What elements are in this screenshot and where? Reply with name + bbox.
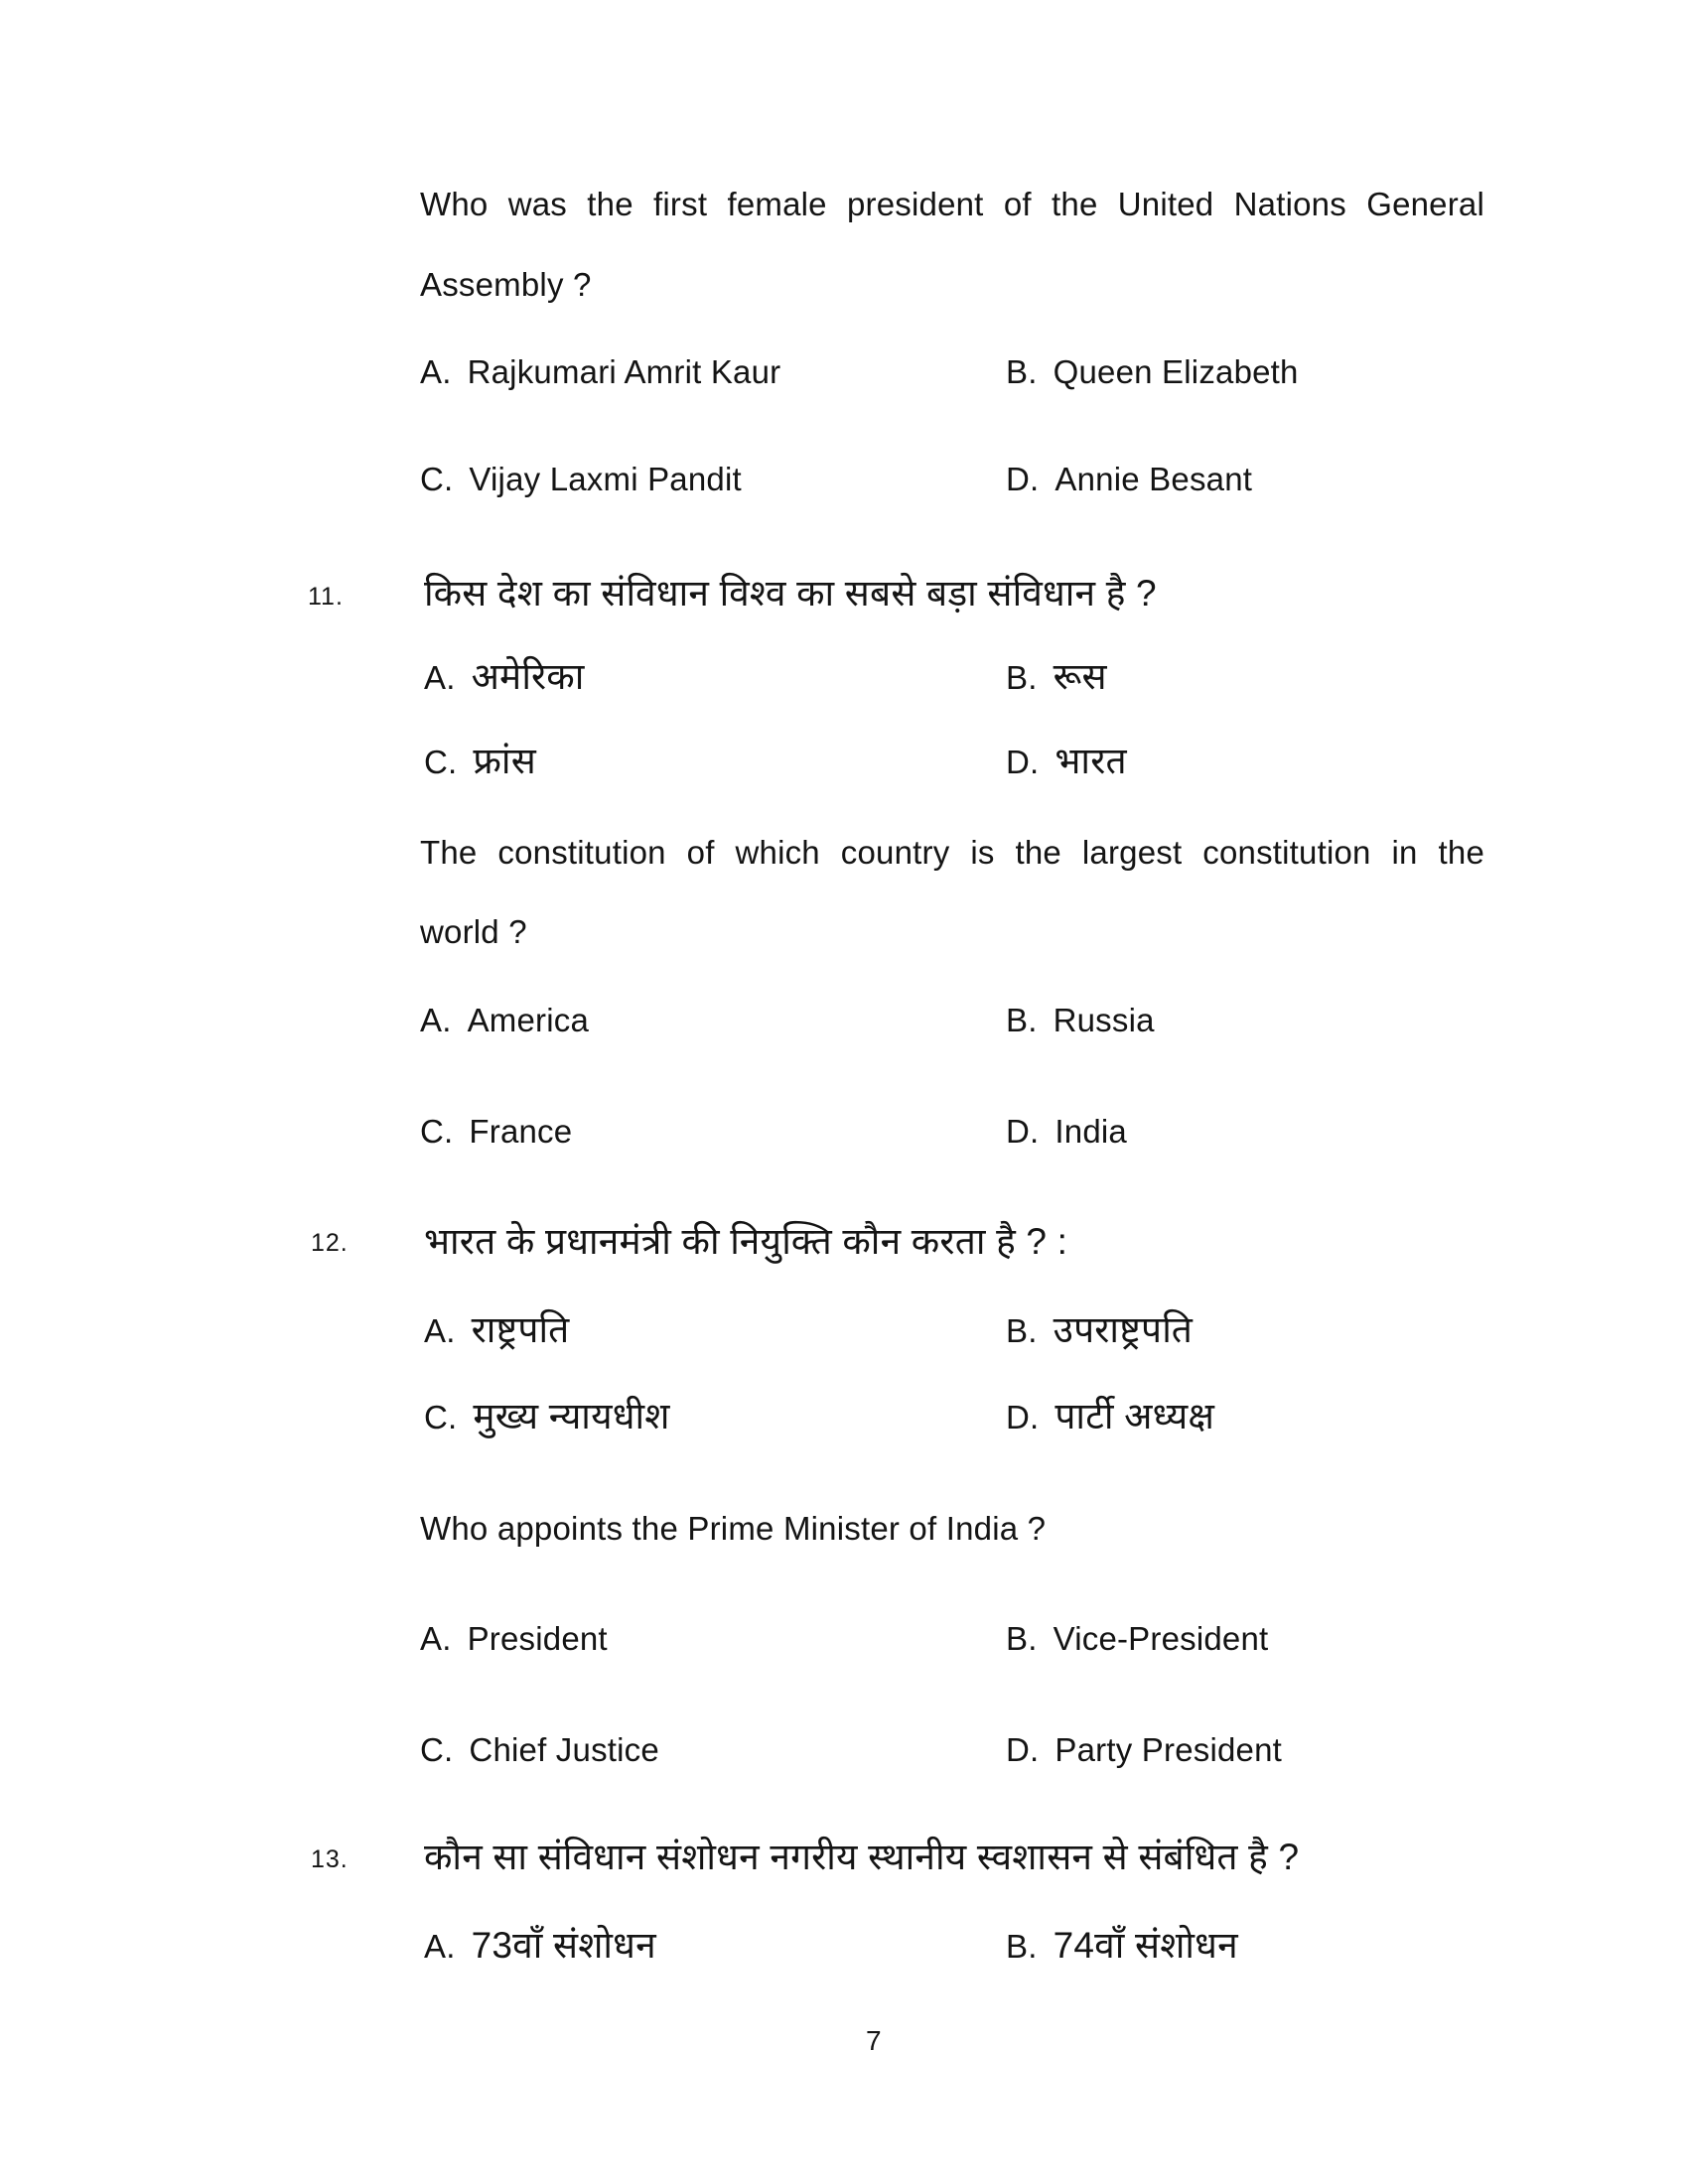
option-label: C. [420, 1113, 454, 1150]
option-label: B. [1006, 1312, 1038, 1349]
option-label: A. [424, 659, 456, 696]
question-line: Assembly ? [420, 266, 592, 303]
option-c [424, 1396, 670, 1438]
question-line: Who was the first female president of the United Nations General [420, 186, 1484, 222]
option-c [420, 1731, 659, 1769]
option-a [424, 1925, 656, 1968]
option-c [424, 741, 536, 783]
question-line: भारत के प्रधानमंत्री की नियुक्ति कौन करता है ? : [424, 1221, 1068, 1262]
option-d [1006, 1113, 1127, 1151]
option-text: Vice-President [1053, 1620, 1269, 1657]
option-label: D. [1006, 1399, 1040, 1435]
option-d [1006, 1731, 1282, 1769]
option-a [424, 1309, 569, 1352]
option-label: B. [1006, 1002, 1038, 1038]
option-label: A. [424, 1312, 456, 1349]
option-label: C. [424, 1399, 458, 1435]
option-text: Russia [1053, 1002, 1155, 1038]
option-label: D. [1006, 461, 1040, 497]
question-number: 12. [311, 1229, 349, 1257]
option-text: फ्रांस [473, 741, 536, 781]
option-a [420, 1620, 608, 1658]
option-label: B. [1006, 353, 1038, 390]
option-c [420, 1113, 572, 1151]
option-label: C. [420, 461, 454, 497]
question-number: 13. [311, 1845, 349, 1873]
option-d [1006, 1396, 1214, 1438]
question-line: world ? [420, 913, 527, 950]
option-label: B. [1006, 1928, 1038, 1965]
page-number: 7 [866, 2025, 882, 2056]
option-text: रूस [1053, 656, 1107, 697]
option-a [420, 353, 780, 391]
option-label: C. [420, 1731, 454, 1768]
option-label: B. [1006, 1620, 1038, 1657]
option-d [1006, 461, 1252, 498]
option-text: अमेरिका [471, 656, 585, 697]
option-c [420, 461, 742, 498]
option-b [1006, 353, 1299, 391]
option-text: Rajkumari Amrit Kaur [467, 353, 781, 390]
option-label: A. [420, 1620, 452, 1657]
option-b [1006, 1309, 1193, 1352]
question-line: Who appoints the Prime Minister of India ? [420, 1510, 1047, 1547]
option-label: A. [420, 1002, 452, 1038]
question-line: कौन सा संविधान संशोधन नगरीय स्थानीय स्वशासन से संबंधित है ? [424, 1837, 1300, 1877]
option-text: France [469, 1113, 573, 1150]
option-label: A. [420, 353, 452, 390]
option-label: D. [1006, 1731, 1040, 1768]
option-label: B. [1006, 659, 1038, 696]
option-text: राष्ट्रपति [471, 1309, 570, 1350]
question-number: 11. [308, 583, 344, 611]
option-text: Chief Justice [469, 1731, 659, 1768]
option-label: D. [1006, 744, 1040, 780]
option-text: President [467, 1620, 608, 1657]
option-text: 74वाँ संशोधन [1053, 1925, 1238, 1966]
question-line: The constitution of which country is the largest constitution in the [420, 834, 1484, 871]
option-text: India [1055, 1113, 1127, 1150]
option-text: America [467, 1002, 590, 1038]
option-text: Queen Elizabeth [1053, 353, 1299, 390]
option-a [420, 1002, 589, 1039]
option-b [1006, 1620, 1268, 1658]
option-text: भारत [1055, 741, 1127, 781]
option-d [1006, 741, 1127, 783]
option-text: Party President [1055, 1731, 1283, 1768]
option-b [1006, 1925, 1238, 1968]
option-text: पार्टी अध्यक्ष [1055, 1396, 1215, 1436]
option-text: 73वाँ संशोधन [471, 1925, 656, 1966]
question-line: किस देश का संविधान विश्व का सबसे बड़ा संविधान है ? [424, 573, 1157, 614]
option-text: मुख्य न्यायधीश [473, 1396, 670, 1436]
option-b [1006, 656, 1107, 699]
option-text: Annie Besant [1055, 461, 1253, 497]
option-text: उपराष्ट्रपति [1053, 1309, 1194, 1350]
option-b [1006, 1002, 1155, 1039]
option-label: D. [1006, 1113, 1040, 1150]
option-a [424, 656, 585, 699]
option-label: A. [424, 1928, 456, 1965]
option-label: C. [424, 744, 458, 780]
option-text: Vijay Laxmi Pandit [469, 461, 742, 497]
